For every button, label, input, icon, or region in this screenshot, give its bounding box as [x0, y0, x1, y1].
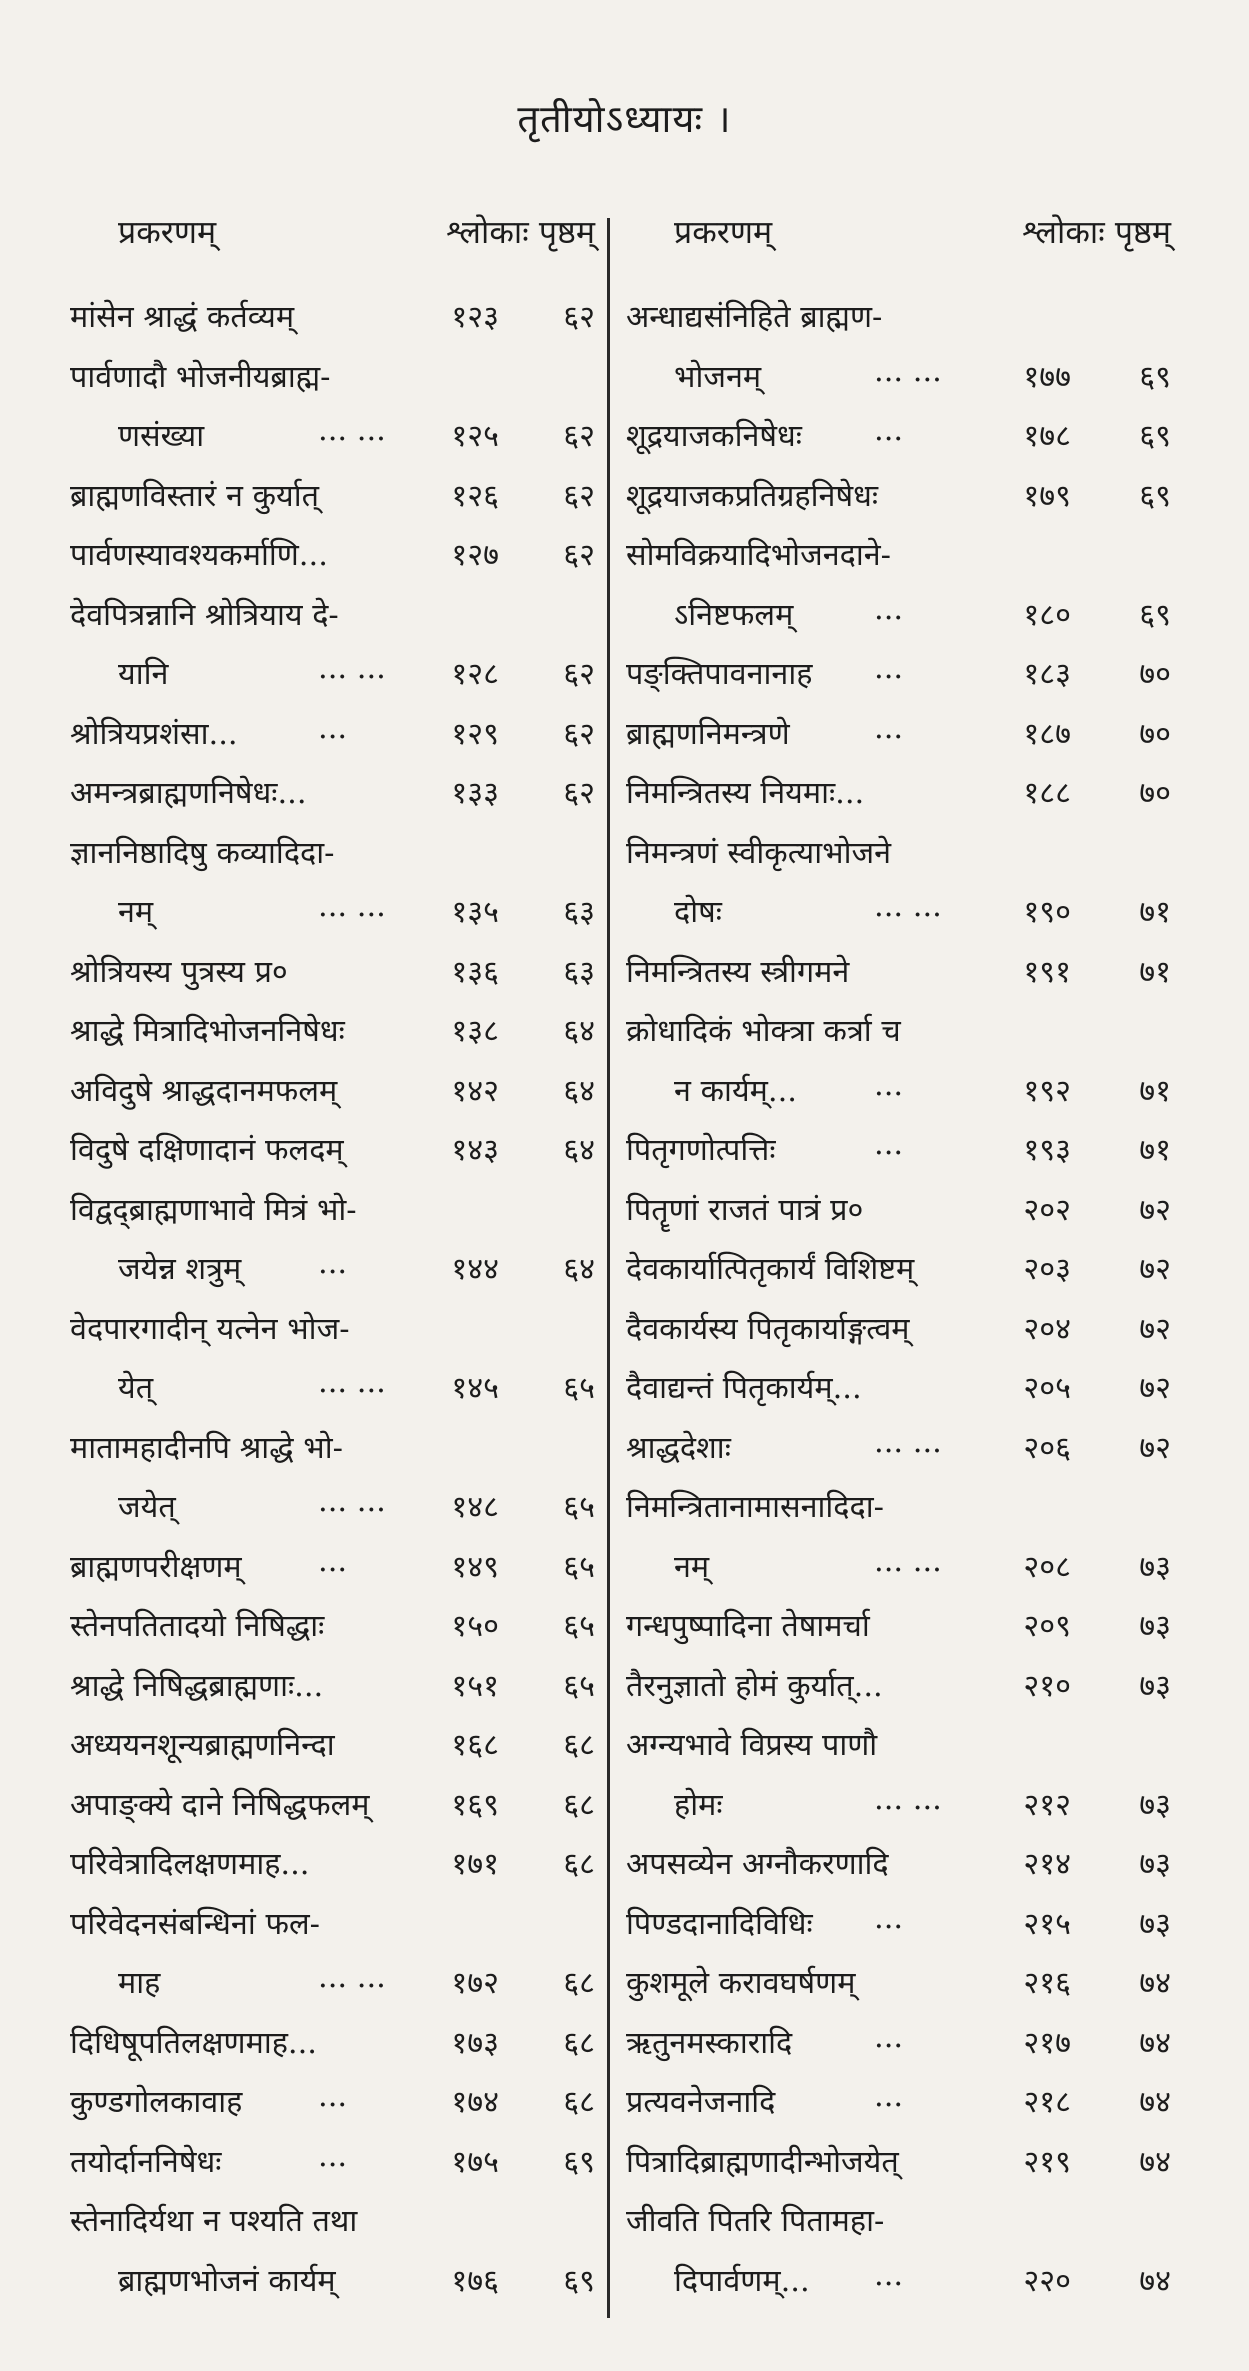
entry-title: स्तेनादिर्यथा न पश्यति तथा — [70, 2204, 358, 2239]
entry-title: दैवाद्यन्तं पितृकार्यम्... — [626, 1371, 862, 1406]
entry-page: ७३ — [1139, 1609, 1171, 1644]
entry-shloka: १७९ — [1023, 478, 1071, 514]
entry-title: ब्राह्मणविस्तारं न कुर्यात् — [70, 478, 319, 514]
index-entry — [626, 1236, 1171, 1296]
index-entry — [70, 1117, 595, 1177]
index-entry — [626, 820, 1171, 880]
entry-dots: ... ... — [874, 353, 942, 389]
entry-page: ७३ — [1139, 1549, 1171, 1585]
entry-shloka: २०९ — [1023, 1609, 1071, 1644]
entry-page: ६९ — [1139, 478, 1171, 514]
entry-page: ७२ — [1139, 1371, 1171, 1406]
index-entry — [626, 1653, 1171, 1713]
entry-title: पितृगणोत्पत्तिः — [626, 1133, 776, 1168]
entry-shloka: १४९ — [451, 1549, 499, 1585]
entry-title: परिवेत्रादिलक्षणमाह... — [70, 1847, 310, 1882]
entry-title: णसंख्या — [118, 419, 205, 454]
entry-shloka: २०३ — [1023, 1252, 1071, 1287]
entry-page: ७४ — [1139, 1966, 1171, 2001]
index-entry — [626, 344, 1171, 404]
entry-title: ब्राह्मणभोजनं कार्यम् — [118, 2263, 336, 2299]
entry-shloka: २१५ — [1023, 1906, 1071, 1942]
entry-title: ऽनिष्टफलम् — [674, 597, 794, 633]
entry-shloka: १३३ — [451, 776, 499, 811]
entry-shloka: २१९ — [1023, 2144, 1071, 2180]
entry-page: ६२ — [563, 716, 595, 752]
entry-title: भोजनम् — [674, 359, 762, 395]
entry-shloka: १३८ — [451, 1014, 499, 1049]
entry-page: ६२ — [563, 538, 595, 573]
index-entry — [626, 1772, 1171, 1832]
entry-page: ७४ — [1139, 2085, 1171, 2120]
index-entry — [626, 1296, 1171, 1356]
entry-title: होमः — [674, 1787, 723, 1823]
entry-shloka: १२७ — [451, 538, 499, 573]
entry-dots: ... ... — [874, 1781, 942, 1817]
entry-page: ६९ — [563, 2263, 595, 2299]
entry-page: ६२ — [563, 657, 595, 692]
index-entry — [626, 998, 1171, 1058]
index-entry — [626, 1474, 1171, 1534]
entry-shloka: १६९ — [451, 1787, 499, 1823]
entry-title: मातामहादीनपि श्राद्धे भो- — [70, 1430, 343, 1466]
entry-shloka: १९१ — [1023, 954, 1071, 990]
entry-dots: ... ... — [874, 1543, 942, 1579]
entry-page: ७० — [1139, 776, 1171, 811]
index-entry — [70, 1355, 595, 1415]
entry-title: परिवेदनसंबन्धिनां फल- — [70, 1906, 320, 1942]
entry-page: ७२ — [1139, 1192, 1171, 1228]
entry-page: ६५ — [563, 1668, 595, 1704]
entry-title: ब्राह्मणपरीक्षणम् — [70, 1549, 242, 1585]
index-entry — [626, 939, 1171, 999]
entry-page: ६८ — [563, 1966, 595, 2001]
entry-title: दैवकार्यस्य पितृकार्याङ्गत्वम् — [626, 1311, 910, 1347]
entry-title: दिधिषूपतिलक्षणमाह... — [70, 2025, 318, 2061]
entry-shloka: १४४ — [451, 1252, 499, 1287]
entry-shloka: २२० — [1023, 2263, 1071, 2299]
entry-title: जयेन्न शत्रुम् — [118, 1252, 242, 1287]
entry-page: ६२ — [563, 478, 595, 514]
entry-page: ६४ — [563, 1014, 595, 1049]
entry-shloka: २१४ — [1023, 1847, 1071, 1882]
entry-shloka: १२३ — [451, 300, 499, 335]
index-entry — [626, 1534, 1171, 1594]
entry-title: न कार्यम्... — [674, 1073, 797, 1109]
entry-title: ज्ञाननिष्ठादिषु कव्यादिदा- — [70, 835, 335, 871]
index-entry — [626, 1117, 1171, 1177]
entry-shloka: २१० — [1023, 1668, 1071, 1704]
index-entry — [70, 820, 595, 880]
entry-shloka: २०६ — [1023, 1430, 1071, 1466]
entry-shloka: २०४ — [1023, 1311, 1071, 1347]
entry-dots: ... ... — [318, 1365, 386, 1400]
entry-dots: ... ... — [874, 889, 942, 924]
entry-title: श्रोत्रियप्रशंसा... — [70, 716, 238, 752]
entry-shloka: १७८ — [1023, 419, 1071, 454]
entry-dots: ... — [874, 1900, 904, 1936]
entry-shloka: २१२ — [1023, 1787, 1071, 1823]
entry-dots: ... — [318, 2138, 348, 2174]
entry-title: अपसव्येन अग्नौकरणादि — [626, 1847, 889, 1882]
entry-title: मांसेन श्राद्धं कर्तव्यम् — [70, 300, 295, 335]
entry-title: श्राद्धे मित्रादिभोजननिषेधः — [70, 1014, 345, 1049]
entry-page: ६५ — [563, 1371, 595, 1406]
entry-shloka: २०८ — [1023, 1549, 1071, 1585]
index-entries-left — [70, 284, 595, 2307]
index-entry — [70, 1058, 595, 1118]
entry-title: स्तेनपतितादयो निषिद्धाः — [70, 1609, 325, 1644]
index-entry — [626, 2188, 1171, 2248]
entry-page: ६४ — [563, 1073, 595, 1109]
entry-title: पिण्डदानादिविधिः — [626, 1906, 813, 1942]
index-entry — [70, 582, 595, 642]
entry-page: ६८ — [563, 2025, 595, 2061]
index-entry — [626, 1058, 1171, 1118]
column-header — [70, 206, 595, 262]
entry-title: नम् — [674, 1549, 710, 1585]
entry-shloka: २०५ — [1023, 1371, 1071, 1406]
index-entry — [70, 2129, 595, 2189]
index-entry — [626, 1355, 1171, 1415]
index-entry — [70, 2188, 595, 2248]
entry-title: माह — [118, 1966, 161, 2001]
entry-title: प्रत्यवनेजनादि — [626, 2085, 776, 2120]
entry-title: श्रोत्रियस्य पुत्रस्य प्र० — [70, 954, 288, 990]
entry-dots: ... — [874, 413, 904, 448]
index-entry — [70, 1177, 595, 1237]
entry-title: तयोर्दाननिषेधः — [70, 2144, 222, 2180]
entry-page: ६४ — [563, 1252, 595, 1287]
entry-page: ६८ — [563, 1787, 595, 1823]
entry-dots: ... — [318, 2079, 348, 2114]
entry-page: ६२ — [563, 419, 595, 454]
entry-shloka: १२८ — [451, 657, 499, 692]
entry-shloka: १५१ — [451, 1668, 499, 1704]
entry-shloka: १४३ — [451, 1133, 499, 1168]
entry-title: शूद्रयाजकप्रतिग्रहनिषेधः — [626, 478, 878, 514]
index-entry — [626, 641, 1171, 701]
index-entry — [70, 1653, 595, 1713]
entry-title: अग्न्यभावे विप्रस्य पाणौ — [626, 1728, 878, 1763]
entry-shloka: २१७ — [1023, 2025, 1071, 2061]
entry-dots: ... ... — [318, 889, 386, 924]
entry-title: वेदपारगादीन् यत्नेन भोज- — [70, 1311, 350, 1347]
index-entry — [70, 641, 595, 701]
entry-title: यानि — [118, 657, 169, 692]
entry-page: ७० — [1139, 716, 1171, 752]
index-entry — [70, 1831, 595, 1891]
page-title: तृतीयोऽध्यायः । — [517, 97, 732, 141]
entry-shloka: १४५ — [451, 1371, 499, 1406]
entry-shloka: १७६ — [451, 2263, 499, 2299]
entry-title: तैरनुज्ञातो होमं कुर्यात्... — [626, 1668, 883, 1704]
index-entry — [626, 1415, 1171, 1475]
entry-shloka: १८७ — [1023, 716, 1071, 752]
entry-page: ७४ — [1139, 2025, 1171, 2061]
entry-dots: ... — [874, 591, 904, 627]
entry-shloka: १५० — [451, 1609, 499, 1644]
entry-dots: ... — [874, 2257, 904, 2293]
entry-page: ६८ — [563, 2085, 595, 2120]
column-divider — [607, 218, 610, 2318]
entry-shloka: १२९ — [451, 716, 499, 752]
column-header — [626, 206, 1171, 262]
index-entry — [626, 2069, 1171, 2129]
entry-page: ६२ — [563, 776, 595, 811]
entry-page: ६८ — [563, 1728, 595, 1763]
entry-shloka: १८० — [1023, 597, 1071, 633]
entry-shloka: १२६ — [451, 478, 499, 514]
index-entry — [626, 463, 1171, 523]
entry-title: विदुषे दक्षिणादानं फलदम् — [70, 1133, 344, 1168]
entry-title: नम् — [118, 895, 154, 930]
entry-page: ६२ — [563, 300, 595, 335]
entry-title: अविदुषे श्राद्धदानमफलम् — [70, 1073, 338, 1109]
index-entry — [626, 582, 1171, 642]
entry-dots: ... — [318, 710, 348, 746]
entry-dots: ... — [874, 2019, 904, 2055]
entry-page: ६४ — [563, 1133, 595, 1168]
entry-shloka: १८३ — [1023, 657, 1071, 692]
entry-dots: ... — [874, 1067, 904, 1103]
entry-dots: ... — [874, 2079, 904, 2114]
entry-title: जीवति पितरि पितामहा- — [626, 2204, 885, 2239]
entry-shloka: १६८ — [451, 1728, 499, 1763]
entry-title: ब्राह्मणनिमन्त्रणे — [626, 716, 790, 752]
entry-page: ६३ — [563, 895, 595, 930]
entry-title: येत् — [118, 1371, 154, 1406]
entry-dots: ... ... — [318, 413, 386, 448]
index-entry — [70, 1891, 595, 1951]
entry-page: ७३ — [1139, 1787, 1171, 1823]
entry-page: ६३ — [563, 954, 595, 990]
header-shloka-prishtham: श्लोकाः पृष्ठम् — [1022, 213, 1171, 251]
index-entry — [70, 701, 595, 761]
entry-title: सोमविक्रयादिभोजनदाने- — [626, 538, 891, 573]
index-entry — [70, 760, 595, 820]
entry-shloka: २०२ — [1023, 1192, 1071, 1228]
index-entry — [626, 1831, 1171, 1891]
entry-page: ७१ — [1139, 954, 1171, 990]
entry-title: देवकार्यात्पितृकार्यं विशिष्टम् — [626, 1252, 915, 1287]
index-entry — [70, 1593, 595, 1653]
entry-title: क्रोधादिकं भोक्त्रा कर्त्रा च — [626, 1014, 901, 1049]
entry-title: निमन्त्रणं स्वीकृत्याभोजने — [626, 835, 892, 871]
entry-page: ७१ — [1139, 1073, 1171, 1109]
entry-page: ७४ — [1139, 2144, 1171, 2180]
entry-title: देवपित्रन्नानि श्रोत्रियाय दे- — [70, 597, 339, 633]
index-entry — [626, 284, 1171, 344]
index-entry — [626, 760, 1171, 820]
entry-dots: ... ... — [874, 1424, 942, 1460]
index-entry — [70, 1534, 595, 1594]
entry-title: गन्धपुष्पादिना तेषामर्चा — [626, 1609, 870, 1644]
index-entry — [70, 344, 595, 404]
entry-page: ६५ — [563, 1490, 595, 1525]
entry-title: श्राद्धे निषिद्धब्राह्मणाः... — [70, 1668, 324, 1704]
entry-dots: ... — [318, 1543, 348, 1579]
index-entry — [70, 1950, 595, 2010]
entry-shloka: १९० — [1023, 895, 1071, 930]
entry-dots: ... — [874, 651, 904, 686]
entry-title: अमन्त्रब्राह्मणनिषेधः... — [70, 776, 307, 811]
entry-title: शूद्रयाजकनिषेधः — [626, 419, 802, 454]
entry-title: निमन्त्रितस्य स्त्रीगमने — [626, 954, 850, 990]
entry-dots: ... — [874, 1127, 904, 1162]
entry-page: ६९ — [1139, 597, 1171, 633]
entry-title: अन्धाद्यसंनिहिते ब्राह्मण- — [626, 300, 883, 335]
index-entry — [70, 284, 595, 344]
entry-shloka: १९२ — [1023, 1073, 1071, 1109]
entry-shloka: १४२ — [451, 1073, 499, 1109]
index-entry — [626, 1177, 1171, 1237]
header-prakaranam: प्रकरणम् — [118, 213, 217, 251]
entry-title: विद्वद्ब्राह्मणाभावे मित्रं भो- — [70, 1192, 357, 1228]
entry-title: दिपार्वणम्... — [674, 2263, 810, 2299]
entry-shloka: २१६ — [1023, 1966, 1071, 2001]
index-entry — [626, 2010, 1171, 2070]
entry-page: ७२ — [1139, 1430, 1171, 1466]
entry-page: ७४ — [1139, 2263, 1171, 2299]
entry-dots: ... — [318, 1246, 348, 1281]
index-entry — [626, 403, 1171, 463]
index-entry — [70, 463, 595, 523]
index-entry — [626, 701, 1171, 761]
index-entry — [626, 1891, 1171, 1951]
header-shloka-prishtham: श्लोकाः पृष्ठम् — [446, 213, 595, 251]
entry-shloka: १३५ — [451, 895, 499, 930]
entry-shloka: १४८ — [451, 1490, 499, 1525]
index-entry — [70, 2069, 595, 2129]
index-entry — [626, 522, 1171, 582]
index-entry — [70, 1712, 595, 1772]
entry-shloka: १७७ — [1023, 359, 1071, 395]
entry-title: कुशमूले करावघर्षणम् — [626, 1966, 856, 2001]
entry-dots: ... ... — [318, 651, 386, 686]
index-entry — [70, 879, 595, 939]
entry-title: दोषः — [674, 895, 722, 930]
entry-title: कुण्डगोलकावाह — [70, 2085, 243, 2120]
index-entry — [70, 1415, 595, 1475]
entry-page: ६९ — [1139, 359, 1171, 395]
index-entry — [626, 879, 1171, 939]
entry-shloka: १२५ — [451, 419, 499, 454]
entry-title: पित्रादिब्राह्मणादीन्भोजयेत् — [626, 2144, 899, 2180]
index-entry — [626, 1712, 1171, 1772]
entry-title: पितॄणां राजतं पात्रं प्र० — [626, 1192, 864, 1228]
index-entries-right — [626, 284, 1171, 2307]
index-entry — [70, 1296, 595, 1356]
index-entry — [70, 522, 595, 582]
entry-dots: ... ... — [318, 1484, 386, 1519]
entry-shloka: १७२ — [451, 1966, 499, 2001]
entry-shloka: १३६ — [451, 954, 499, 990]
entry-page: ७३ — [1139, 1847, 1171, 1882]
index-entry — [70, 2010, 595, 2070]
entry-page: ७२ — [1139, 1311, 1171, 1347]
index-column-right — [626, 206, 1171, 2307]
index-entry — [626, 2129, 1171, 2189]
index-entry — [626, 1593, 1171, 1653]
entry-shloka: १७५ — [451, 2144, 499, 2180]
entry-shloka: २१८ — [1023, 2085, 1071, 2120]
index-entry — [626, 2248, 1171, 2308]
entry-title: अध्ययनशून्यब्राह्मणनिन्दा — [70, 1728, 335, 1763]
entry-shloka: १८८ — [1023, 776, 1071, 811]
index-entry — [70, 939, 595, 999]
entry-title: अपाङ्क्ये दाने निषिद्धफलम् — [70, 1787, 370, 1823]
index-entry — [626, 1950, 1171, 2010]
entry-title: श्राद्धदेशाः — [626, 1430, 731, 1466]
entry-dots: ... ... — [318, 1960, 386, 1995]
entry-page: ६९ — [1139, 419, 1171, 454]
entry-page: ७३ — [1139, 1668, 1171, 1704]
index-entry — [70, 998, 595, 1058]
entry-title: निमन्त्रितस्य नियमाः... — [626, 776, 865, 811]
entry-shloka: १७४ — [451, 2085, 499, 2120]
entry-page: ७२ — [1139, 1252, 1171, 1287]
entry-dots: ... — [874, 710, 904, 746]
index-entry — [70, 1772, 595, 1832]
entry-title: पङ्क्तिपावनानाह — [626, 657, 813, 692]
index-entry — [70, 2248, 595, 2308]
index-entry — [70, 403, 595, 463]
index-column-left — [70, 206, 595, 2307]
entry-page: ७० — [1139, 657, 1171, 692]
entry-page: ६५ — [563, 1549, 595, 1585]
entry-shloka: १९३ — [1023, 1133, 1071, 1168]
entry-title: पार्वणादौ भोजनीयब्राह्म- — [70, 359, 331, 395]
entry-shloka: १७१ — [451, 1847, 499, 1882]
entry-title: जयेत् — [118, 1490, 176, 1525]
entry-page: ७३ — [1139, 1906, 1171, 1942]
entry-title: पार्वणस्यावश्यकर्माणि... — [70, 538, 328, 573]
entry-page: ७१ — [1139, 1133, 1171, 1168]
header-prakaranam: प्रकरणम् — [674, 213, 773, 251]
entry-title: निमन्त्रितानामासनादिदा- — [626, 1490, 884, 1525]
index-entry — [70, 1236, 595, 1296]
entry-page: ६९ — [563, 2144, 595, 2180]
entry-page: ६५ — [563, 1609, 595, 1644]
index-entry — [70, 1474, 595, 1534]
entry-page: ६८ — [563, 1847, 595, 1882]
entry-page: ७१ — [1139, 895, 1171, 930]
entry-title: ऋतुनमस्कारादि — [626, 2025, 793, 2061]
entry-shloka: १७३ — [451, 2025, 499, 2061]
